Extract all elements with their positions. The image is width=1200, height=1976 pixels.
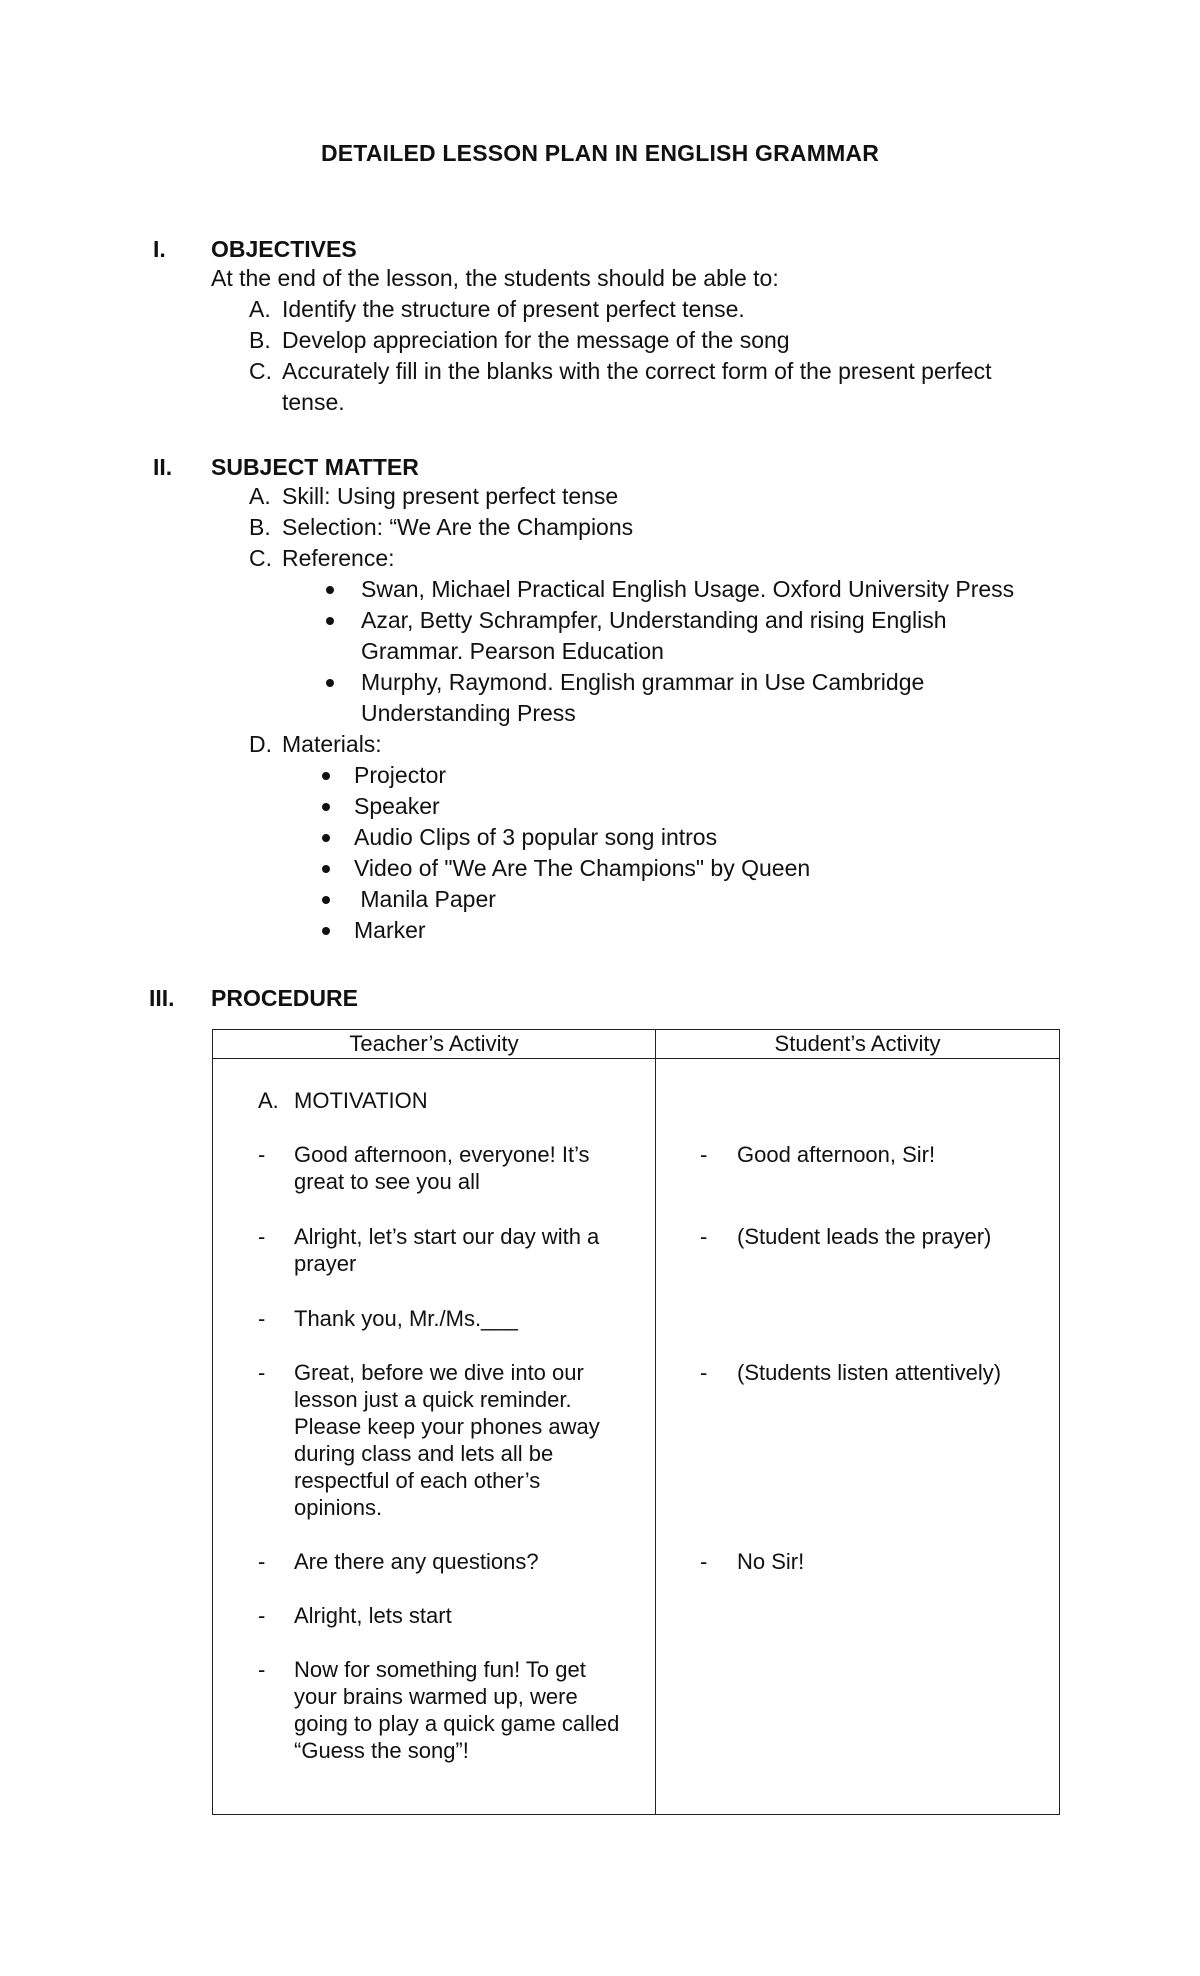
material-item: Projector	[354, 762, 447, 788]
procedure-table	[212, 1029, 1060, 1815]
objectives-intro: At the end of the lesson, the students should be able to:	[211, 265, 779, 291]
dash-marker: -	[700, 1549, 708, 1574]
teacher-line: Are there any questions?	[294, 1549, 539, 1574]
reference-item-continued: Grammar. Pearson Education	[361, 638, 664, 664]
material-item: Video of "We Are The Champions" by Queen	[354, 855, 811, 881]
dash-marker: -	[700, 1224, 708, 1249]
subject-letter: D.	[249, 731, 272, 757]
teacher-line: lesson just a quick reminder.	[294, 1387, 572, 1412]
student-line: No Sir!	[737, 1549, 805, 1574]
teacher-line: “Guess the song”!	[294, 1738, 469, 1763]
teacher-line: Now for something fun! To get	[294, 1657, 586, 1682]
teacher-line: Alright, lets start	[294, 1603, 452, 1628]
dash-marker: -	[258, 1224, 266, 1249]
subject-letter: A.	[249, 483, 271, 509]
section-heading-procedure: PROCEDURE	[211, 985, 358, 1011]
teacher-line: Thank you, Mr./Ms.___	[294, 1306, 518, 1331]
teacher-line: opinions.	[294, 1495, 383, 1520]
teacher-line: great to see you all	[294, 1169, 480, 1194]
teacher-line: during class and lets all be	[294, 1441, 554, 1466]
bullet-icon	[326, 586, 334, 594]
reference-label: Reference:	[282, 545, 395, 571]
dash-marker: -	[258, 1360, 266, 1385]
material-item: Speaker	[354, 793, 440, 819]
dash-marker: -	[258, 1657, 266, 1682]
teacher-line: respectful of each other’s	[294, 1468, 541, 1493]
objective-item: Accurately fill in the blanks with the correct form of the present perfect	[282, 358, 992, 384]
dash-marker: -	[258, 1142, 266, 1167]
teacher-activity-header: Teacher’s Activity	[349, 1031, 519, 1056]
student-activity-header: Student’s Activity	[774, 1031, 941, 1056]
bullet-icon	[326, 617, 334, 625]
subject-letter: C.	[249, 545, 272, 571]
material-item: Audio Clips of 3 popular song intros	[354, 824, 718, 850]
motivation-label: MOTIVATION	[294, 1088, 428, 1113]
bullet-icon	[326, 679, 334, 687]
teacher-line: prayer	[294, 1251, 357, 1276]
section-number-procedure: III.	[149, 985, 175, 1011]
material-item: Marker	[354, 917, 426, 943]
reference-item: Murphy, Raymond. English grammar in Use Cambridge	[361, 669, 925, 695]
table-column-divider	[655, 1030, 656, 1814]
motivation-letter: A.	[258, 1088, 279, 1113]
teacher-line: going to play a quick game called	[294, 1711, 620, 1736]
dash-marker: -	[700, 1360, 708, 1385]
teacher-line: Good afternoon, everyone! It’s	[294, 1142, 590, 1167]
section-number-objectives: I.	[153, 236, 166, 262]
objective-letter: A.	[249, 296, 271, 322]
material-item: Manila Paper	[354, 886, 496, 912]
bullet-icon	[322, 834, 330, 842]
bullet-icon	[322, 803, 330, 811]
dash-marker: -	[258, 1306, 266, 1331]
bullet-icon	[322, 896, 330, 904]
reference-item: Azar, Betty Schrampfer, Understanding and rising English	[361, 607, 947, 633]
subject-skill: Skill: Using present perfect tense	[282, 483, 619, 509]
dash-marker: -	[258, 1549, 266, 1574]
section-heading-subject-matter: SUBJECT MATTER	[211, 454, 419, 480]
subject-letter: B.	[249, 514, 271, 540]
teacher-line: Great, before we dive into our	[294, 1360, 584, 1385]
objective-item: Develop appreciation for the message of the song	[282, 327, 790, 353]
document-title: DETAILED LESSON PLAN IN ENGLISH GRAMMAR	[320, 140, 880, 166]
objective-letter: C.	[249, 358, 272, 384]
bullet-icon	[322, 772, 330, 780]
objective-letter: B.	[249, 327, 271, 353]
dash-marker: -	[700, 1142, 708, 1167]
dash-marker: -	[258, 1603, 266, 1628]
materials-label: Materials:	[282, 731, 382, 757]
bullet-icon	[322, 865, 330, 873]
teacher-line: Alright, let’s start our day with a	[294, 1224, 600, 1249]
student-line: (Student leads the prayer)	[737, 1224, 992, 1249]
objective-item-continued: tense.	[282, 389, 345, 415]
student-line: (Students listen attentively)	[737, 1360, 1002, 1385]
section-heading-objectives: OBJECTIVES	[211, 236, 357, 262]
reference-item-continued: Understanding Press	[361, 700, 576, 726]
teacher-line: your brains warmed up, were	[294, 1684, 578, 1709]
reference-item: Swan, Michael Practical English Usage. Oxford University Press	[361, 576, 1015, 602]
objective-item: Identify the structure of present perfect tense.	[282, 296, 745, 322]
subject-selection: Selection: “We Are the Champions	[282, 514, 634, 540]
section-number-subject-matter: II.	[153, 454, 173, 480]
student-line: Good afternoon, Sir!	[737, 1142, 936, 1167]
teacher-line: Please keep your phones away	[294, 1414, 600, 1439]
bullet-icon	[322, 927, 330, 935]
